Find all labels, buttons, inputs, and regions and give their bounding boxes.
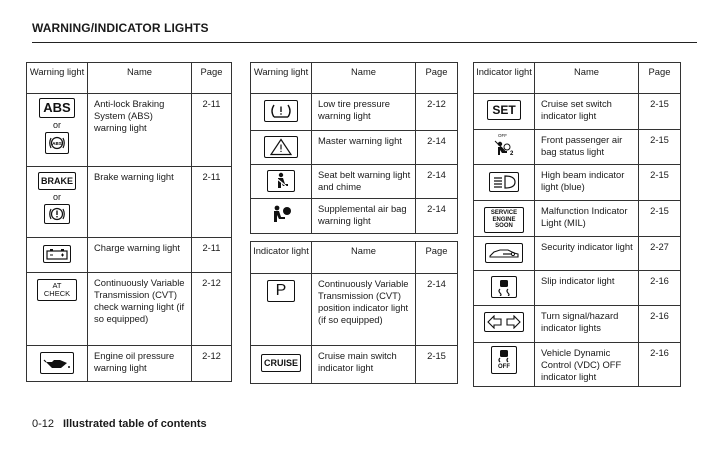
row-page: 2-27	[639, 237, 681, 271]
row-page: 2-11	[192, 167, 232, 238]
service-line-2: ENGINE	[492, 216, 516, 223]
abs-circle-icon	[45, 132, 69, 154]
indicator-lights-table-3	[250, 241, 458, 384]
security-car-icon	[485, 243, 523, 263]
row-page: 2-15	[639, 94, 681, 130]
header-name: Name	[312, 63, 416, 94]
table-row	[251, 199, 458, 234]
table-row	[474, 201, 681, 237]
table-row	[27, 273, 232, 346]
row-page: 2-11	[192, 94, 232, 167]
row-page: 2-14	[416, 199, 458, 234]
table-row	[251, 94, 458, 131]
header-page: Page	[416, 242, 458, 274]
row-page: 2-11	[192, 238, 232, 273]
footer-page-code: 0-12	[32, 418, 55, 430]
row-name: Low tire pressure warning light	[312, 94, 416, 131]
seat-belt-icon	[267, 170, 295, 192]
tire-pressure-icon	[264, 100, 298, 122]
row-page: 2-12	[416, 94, 458, 131]
page-title: WARNING/INDICATOR LIGHTS	[32, 21, 209, 35]
table-row	[474, 271, 681, 306]
header-icon: Indicator light	[251, 242, 312, 274]
slip-icon	[491, 276, 517, 298]
header-name: Name	[312, 242, 416, 274]
footer-label: Illustrated table of contents	[63, 418, 207, 430]
row-name: Turn signal/hazard indicator lights	[535, 306, 639, 343]
service-engine-soon-icon	[484, 207, 524, 233]
row-page: 2-15	[639, 201, 681, 237]
row-page: 2-15	[416, 346, 458, 384]
header-name: Name	[535, 63, 639, 94]
abs-icon: ABS	[39, 98, 75, 118]
row-name: Engine oil pressure warning light	[88, 346, 192, 382]
table-row	[27, 167, 232, 238]
table-row	[474, 343, 681, 387]
row-name: Charge warning light	[88, 238, 192, 273]
row-name: Supplemental air bag warning light	[312, 199, 416, 234]
set-icon: SET	[487, 100, 521, 120]
at-check-line-2: CHECK	[43, 289, 71, 298]
table-row	[27, 346, 232, 382]
or-label: or	[52, 192, 61, 202]
brake-icon: BRAKE	[38, 172, 76, 190]
row-page: 2-15	[639, 165, 681, 201]
row-name: Brake warning light	[88, 167, 192, 238]
table-row	[474, 237, 681, 271]
row-name: Master warning light	[312, 131, 416, 165]
turn-signal-icon	[484, 312, 524, 332]
at-check-icon	[37, 279, 77, 301]
service-line-3: SOON	[495, 223, 513, 229]
row-name: Continuously Variable Transmission (CVT) position indicator light (if so equipped)	[312, 274, 416, 346]
indicator-lights-table-4	[473, 62, 681, 387]
title-divider	[32, 42, 697, 43]
header-icon: Warning light	[27, 63, 88, 94]
row-name: Malfunction Indicator Light (MIL)	[535, 201, 639, 237]
service-line-1: SERVICE	[490, 210, 518, 216]
row-page: 2-12	[192, 273, 232, 346]
header-page: Page	[639, 63, 681, 94]
oil-can-icon	[40, 352, 74, 374]
park-icon: P	[267, 280, 295, 302]
row-page: 2-14	[416, 131, 458, 165]
row-name: Anti-lock Braking System (ABS) warning light	[88, 94, 192, 167]
passenger-airbag-off-text: OFF	[498, 133, 507, 138]
table-row	[251, 346, 458, 384]
brake-circle-icon	[44, 204, 70, 224]
airbag-icon	[267, 203, 295, 225]
header-page: Page	[192, 63, 232, 94]
cruise-icon: CRUISE	[261, 354, 301, 372]
table-row	[474, 94, 681, 130]
row-name: Cruise main switch indicator light	[312, 346, 416, 384]
or-label: or	[52, 120, 61, 130]
row-page: 2-12	[192, 346, 232, 382]
row-page: 2-15	[639, 130, 681, 165]
table-row	[27, 238, 232, 273]
row-name: Security indicator light	[535, 237, 639, 271]
table-row	[474, 165, 681, 201]
table-row	[251, 274, 458, 346]
battery-icon	[43, 245, 71, 263]
warning-lights-table-1	[26, 62, 232, 382]
header-page: Page	[416, 63, 458, 94]
row-name: Cruise set switch indicator light	[535, 94, 639, 130]
row-name: Vehicle Dynamic Control (VDC) OFF indicator light	[535, 343, 639, 387]
row-name: Seat belt warning light and chime	[312, 165, 416, 199]
vdc-off-icon	[491, 346, 517, 374]
passenger-airbag-off-icon	[490, 133, 518, 159]
header-icon: Warning light	[251, 63, 312, 94]
row-name: Front passenger air bag status light	[535, 130, 639, 165]
high-beam-icon	[489, 172, 519, 192]
table-row	[251, 131, 458, 165]
warning-lights-table-2	[250, 62, 458, 234]
row-page: 2-16	[639, 343, 681, 387]
row-page: 2-14	[416, 165, 458, 199]
row-name: Continuously Variable Transmission (CVT) check warning light (if so equipped)	[88, 273, 192, 346]
svg-text:2: 2	[510, 151, 514, 157]
table-row	[251, 165, 458, 199]
row-name: High beam indicator light (blue)	[535, 165, 639, 201]
master-warning-icon	[264, 136, 298, 158]
header-name: Name	[88, 63, 192, 94]
table-row	[474, 130, 681, 165]
at-check-line-1: AT	[52, 281, 62, 290]
table-row	[474, 306, 681, 343]
svg-text:ABS: ABS	[52, 141, 62, 146]
row-page: 2-14	[416, 274, 458, 346]
vdc-off-text: OFF	[498, 364, 510, 370]
header-icon: Indicator light	[474, 63, 535, 94]
row-page: 2-16	[639, 306, 681, 343]
table-row	[27, 94, 232, 167]
row-page: 2-16	[639, 271, 681, 306]
row-name: Slip indicator light	[535, 271, 639, 306]
